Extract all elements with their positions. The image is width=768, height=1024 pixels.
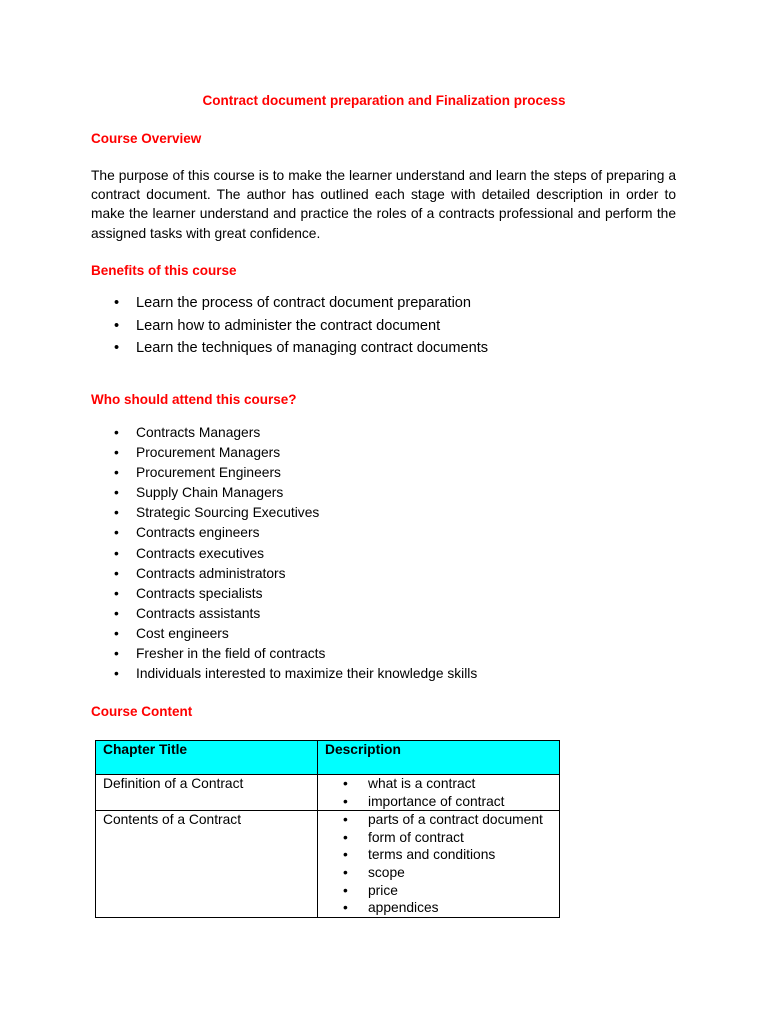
column-header-chapter-title: Chapter Title xyxy=(96,741,318,775)
audience-heading: Who should attend this course? xyxy=(91,392,297,407)
list-item xyxy=(91,664,477,684)
chapter-title-cell: Contents of a Contract xyxy=(96,811,318,918)
list-item-text: Contracts assistants xyxy=(136,605,261,621)
list-item xyxy=(91,292,488,315)
list-item-text: what is a contract xyxy=(368,776,476,791)
list-item-text: Contracts Managers xyxy=(136,425,261,440)
list-item xyxy=(91,564,477,584)
list-item-text: appendices xyxy=(368,900,439,916)
bullet-icon: • xyxy=(114,295,120,311)
list-item xyxy=(318,846,559,864)
list-item xyxy=(91,315,488,338)
bullet-icon: • xyxy=(114,340,120,356)
list-item-text: Contracts administrators xyxy=(136,565,286,581)
list-item xyxy=(91,423,477,443)
list-item xyxy=(91,523,477,543)
bullet-icon: • xyxy=(343,776,348,791)
list-item xyxy=(91,624,477,644)
course-overview-paragraph: The purpose of this course is to make the learner understand and learn the steps of preparing a contract document. The author has outlined each stage with detailed description in order to make the learner understand and practice the roles of a contracts professional and perform the assigned tasks with great confidence. xyxy=(91,168,676,241)
list-item-text: Learn how to administer the contract document xyxy=(136,317,441,334)
list-item-text: Supply Chain Managers xyxy=(136,485,284,501)
document-title: Contract document preparation and Finalization process xyxy=(202,93,566,108)
description-list xyxy=(318,775,559,810)
bullet-icon: • xyxy=(343,812,348,828)
course-content-heading: Course Content xyxy=(91,704,193,719)
bullet-icon: • xyxy=(114,545,119,561)
list-item-text: Fresher in the field of contracts xyxy=(136,646,326,662)
list-item xyxy=(91,503,477,523)
bullet-icon: • xyxy=(343,864,348,880)
bullet-icon: • xyxy=(114,646,119,662)
benefits-heading: Benefits of this course xyxy=(91,263,237,278)
list-item xyxy=(318,882,559,900)
list-item xyxy=(91,443,477,463)
bullet-icon: • xyxy=(114,485,119,501)
list-item-text: Learn the techniques of managing contract documents xyxy=(136,340,489,356)
bullet-icon: • xyxy=(114,565,119,581)
list-item-text: Strategic Sourcing Executives xyxy=(136,505,320,521)
list-item-text: Contracts specialists xyxy=(136,585,263,601)
list-item xyxy=(91,463,477,483)
list-item-text: scope xyxy=(368,864,405,880)
list-item xyxy=(318,829,559,847)
bullet-icon: • xyxy=(114,445,119,461)
bullet-icon: • xyxy=(114,425,119,440)
bullet-icon: • xyxy=(343,829,348,845)
table-header-row xyxy=(96,741,560,775)
list-item-text: Cost engineers xyxy=(136,625,229,641)
chapter-title-cell: Definition of a Contract xyxy=(96,775,318,811)
column-header-description: Description xyxy=(318,741,560,775)
list-item xyxy=(91,644,477,664)
description-list xyxy=(318,811,559,917)
list-item-text: Contracts executives xyxy=(136,545,265,561)
list-item xyxy=(318,793,559,811)
list-item-text: importance of contract xyxy=(368,793,505,809)
list-item-text: Procurement Managers xyxy=(136,445,281,461)
bullet-icon: • xyxy=(114,317,120,334)
list-item xyxy=(318,811,559,829)
list-item-text: price xyxy=(368,882,398,898)
list-item-text: parts of a contract document xyxy=(368,812,543,828)
bullet-icon: • xyxy=(343,793,348,809)
list-item xyxy=(91,544,477,564)
list-item-text: terms and conditions xyxy=(368,847,496,863)
list-item xyxy=(318,775,559,793)
course-overview-heading: Course Overview xyxy=(91,131,202,146)
bullet-icon: • xyxy=(114,605,119,621)
description-cell xyxy=(318,811,560,918)
list-item-text: Procurement Engineers xyxy=(136,465,281,481)
bullet-icon: • xyxy=(343,900,348,916)
list-item xyxy=(318,864,559,882)
list-item-text: Individuals interested to maximize their knowledge skills xyxy=(136,666,478,682)
table-row xyxy=(96,775,560,811)
bullet-icon: • xyxy=(343,847,348,863)
table-row xyxy=(96,811,560,918)
bullet-icon: • xyxy=(114,625,119,641)
list-item xyxy=(91,483,477,503)
description-cell xyxy=(318,775,560,811)
bullet-icon: • xyxy=(343,882,348,898)
bullet-icon: • xyxy=(114,505,119,521)
list-item xyxy=(91,604,477,624)
bullet-icon: • xyxy=(114,465,119,481)
list-item xyxy=(91,337,488,360)
audience-list xyxy=(91,423,477,684)
bullet-icon: • xyxy=(114,666,119,682)
list-item xyxy=(91,584,477,604)
course-content-table xyxy=(95,740,560,918)
list-item-text: Contracts engineers xyxy=(136,525,260,541)
bullet-icon: • xyxy=(114,585,119,601)
bullet-icon: • xyxy=(114,525,119,541)
list-item-text: form of contract xyxy=(368,829,464,845)
list-item-text: Learn the process of contract document preparation xyxy=(136,295,472,311)
list-item xyxy=(318,899,559,917)
benefits-list xyxy=(91,292,488,360)
